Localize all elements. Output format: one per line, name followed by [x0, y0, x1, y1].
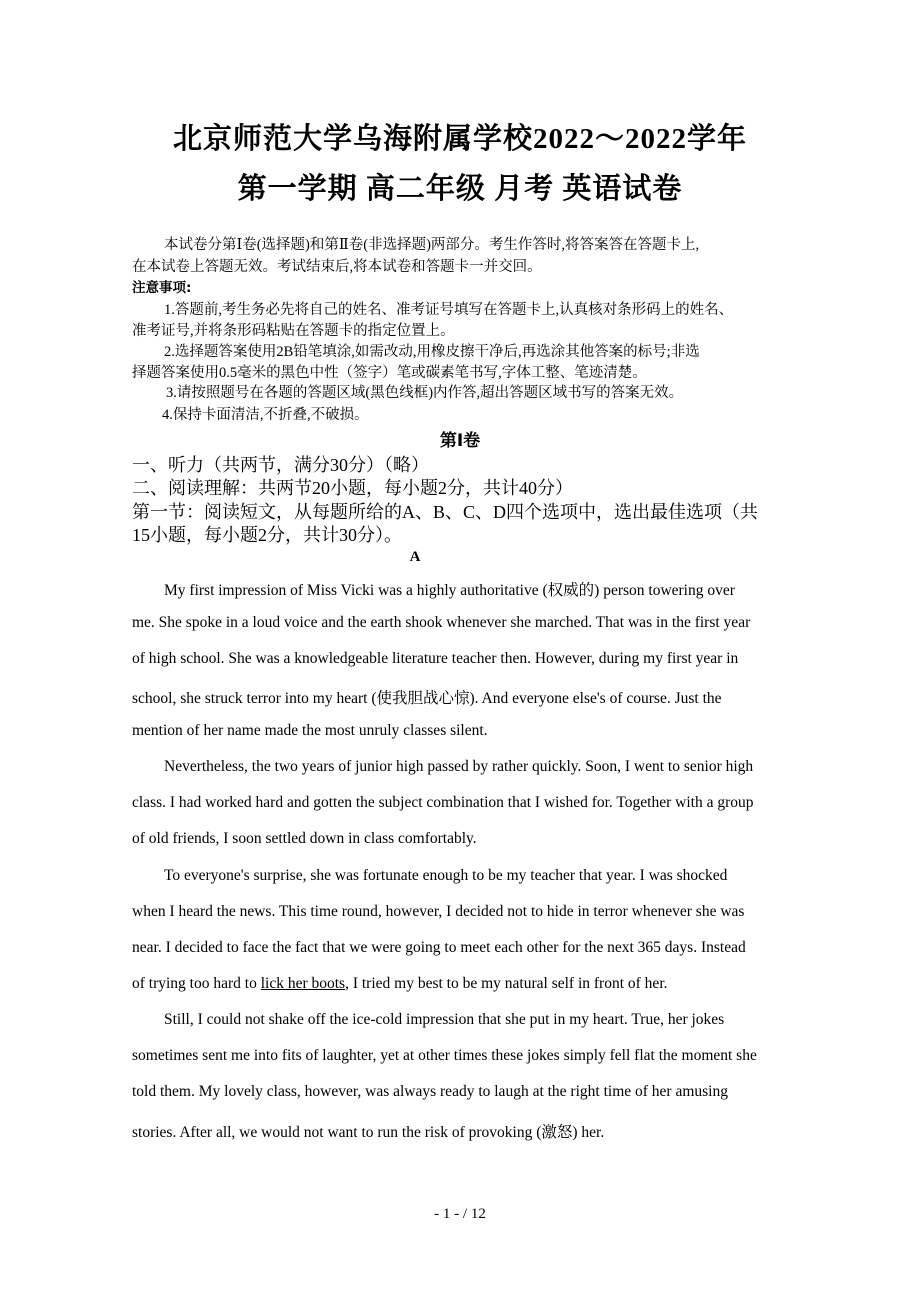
passage-line: To everyone's surprise, she was fortunate enough to be my teacher that year. I was shocked: [164, 867, 728, 884]
passage-line: when I heard the news. This time round, however, I decided not to hide in terror whenever she was: [132, 903, 745, 920]
passage-line: Still, I could not shake off the ice-cold impression that she put in my heart. True, her jokes: [164, 1011, 725, 1028]
passage-line: My first impression of Miss Vicki was a highly authoritative (权威的) person towering over: [164, 582, 735, 599]
passage-line: [132, 975, 668, 993]
text-segment: of trying too hard to: [132, 975, 261, 992]
note-line: 4.保持卡面清洁,不折叠,不破损。: [162, 407, 369, 423]
passage-label: A: [409, 549, 421, 565]
underlined-phrase: lick her boots: [260, 975, 346, 992]
note-line: 择题答案使用0.5毫米的黑色中性（签字）笔或碳素笔书写,字体工整、笔迹清楚。: [132, 365, 647, 381]
passage-line: stories. After all, we would not want to run the risk of provoking (激怒) her.: [132, 1124, 605, 1141]
notes-heading: 注意事项:: [132, 280, 192, 296]
section-line: 二、阅读理解：共两节20小题，每小题2分，共计40分）: [132, 478, 573, 498]
intro-line: 在本试卷上答题无效。考试结束后,将本试卷和答题卡一并交回。: [132, 259, 542, 275]
passage-line: of high school. She was a knowledgeable literature teacher then. However, during my first year in: [132, 650, 739, 667]
section-line: 一、听力（共两节，满分30分）（略）: [132, 455, 429, 475]
note-line: 2.选择题答案使用2B铅笔填涂,如需改动,用橡皮擦干净后,再选涂其他答案的标号;非选: [164, 344, 700, 360]
passage-line: me. She spoke in a loud voice and the earth shook whenever she marched. That was in the first year: [132, 614, 751, 631]
passage-line: school, she struck terror into my heart (使我胆战心惊). And everyone else's of course. Just the: [132, 690, 722, 707]
passage-line: mention of her name made the most unruly classes silent.: [132, 722, 488, 739]
section-line: 15小题，每小题2分，共计30分）。: [132, 525, 402, 545]
note-line: 3.请按照题号在各题的答题区域(黑色线框)内作答,超出答题区域书写的答案无效。: [166, 385, 684, 401]
note-line: 1.答题前,考生务必先将自己的姓名、准考证号填写在答题卡上,认真核对条形码上的姓名、: [164, 302, 734, 318]
passage-line: class. I had worked hard and gotten the subject combination that I wished for. Together with a group: [132, 794, 754, 811]
intro-line: 本试卷分第Ⅰ卷(选择题)和第Ⅱ卷(非选择题)两部分。考生作答时,将答案答在答题卡上,: [164, 237, 700, 253]
document-title: 北京师范大学乌海附属学校2022～2022学年: [172, 123, 747, 155]
passage-line: near. I decided to face the fact that we were going to meet each other for the next 365 days. Instead: [132, 939, 746, 956]
page-number: - 1 - / 12: [434, 1206, 486, 1222]
passage-line: of old friends, I soon settled down in class comfortably.: [132, 830, 477, 847]
text-segment: , I tried my best to be my natural self in front of her.: [345, 975, 668, 992]
part-heading: 第Ⅰ卷: [439, 431, 481, 451]
section-line: 第一节：阅读短文，从每题所给的A、B、C、D四个选项中，选出最佳选项（共: [132, 502, 759, 522]
note-line: 准考证号,并将条形码粘贴在答题卡的指定位置上。: [132, 323, 455, 339]
passage-line: Nevertheless, the two years of junior high passed by rather quickly. Soon, I went to senior high: [164, 758, 754, 775]
passage-line: sometimes sent me into fits of laughter, yet at other times these jokes simply fell flat the moment she: [132, 1047, 757, 1064]
document-subtitle: 第一学期 高二年级 月考 英语试卷: [237, 173, 683, 205]
passage-line: told them. My lovely class, however, was always ready to laugh at the right time of her amusing: [132, 1083, 728, 1100]
